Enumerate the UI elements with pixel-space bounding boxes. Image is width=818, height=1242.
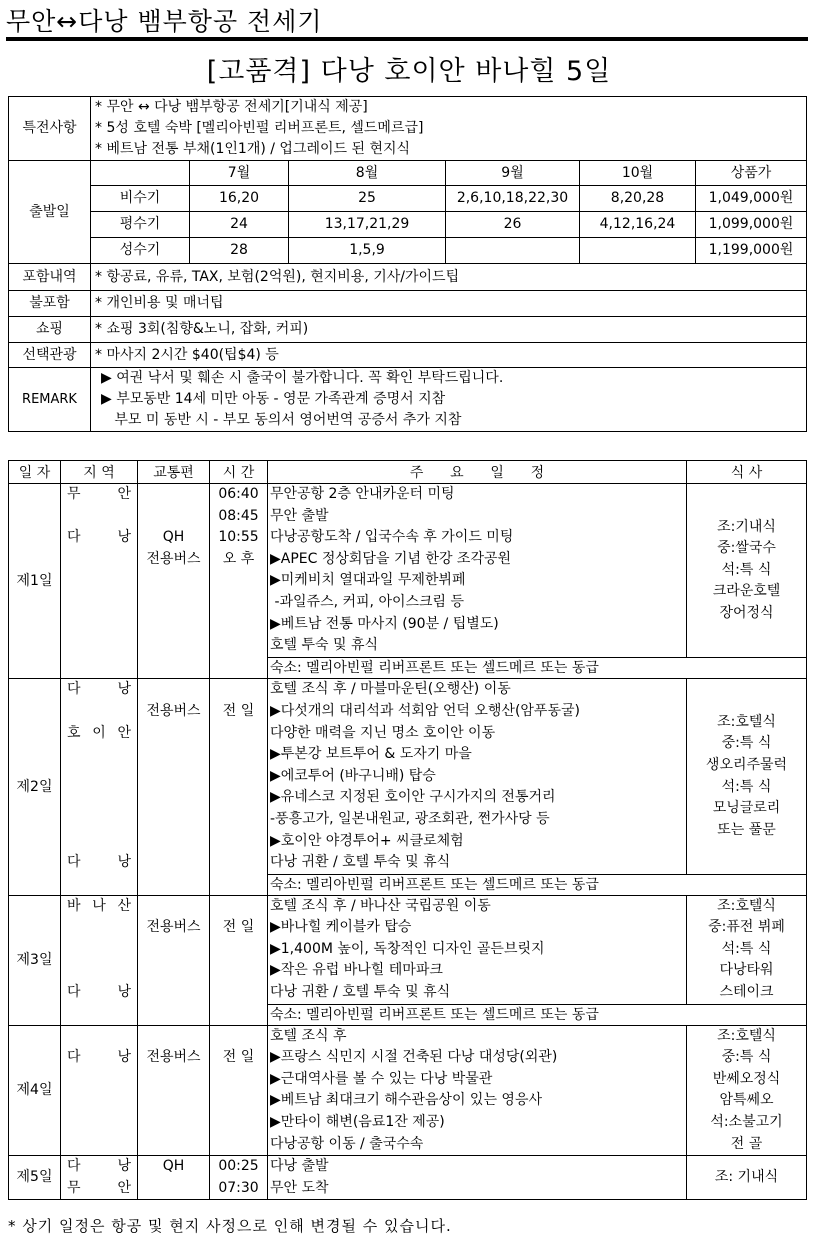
- place-char: 바: [67, 897, 81, 914]
- place-char: 산: [117, 897, 131, 914]
- plan-line: 무안공항 2층 안내카운터 미팅: [270, 486, 455, 502]
- plan-line: 호텔 조식 후: [270, 1027, 347, 1044]
- header-meal: 식 사: [687, 461, 807, 484]
- plan-line: ▶만타이 해변(음료1잔 제공): [270, 1114, 445, 1131]
- place-char: 낭: [117, 984, 131, 1001]
- place-line: [63, 635, 135, 657]
- meal-line: 석:특 식: [721, 778, 772, 795]
- header-transport: 교통편: [138, 461, 210, 484]
- transport-line: [140, 787, 207, 809]
- place-char: 안: [117, 724, 131, 741]
- included-label: 포함내역: [9, 264, 91, 291]
- transport-line: QH: [162, 1158, 185, 1175]
- transport-cell: [138, 1156, 210, 1200]
- place-char: 낭: [117, 529, 131, 546]
- place-line: [63, 960, 135, 982]
- shopping-label: 쇼핑: [9, 317, 91, 343]
- transport-line: [140, 506, 207, 528]
- plan-line: ▶작은 유럽 바나힐 테마파크: [270, 962, 443, 979]
- remark-label: REMARK: [9, 368, 91, 432]
- time-cell: [210, 1025, 268, 1156]
- time-line: [212, 1069, 265, 1091]
- month-header: 7월: [190, 161, 289, 186]
- time-line: [212, 982, 265, 1004]
- transport-line: [140, 766, 207, 788]
- transport-cell: [138, 895, 210, 1025]
- plan-line: -과일쥬스, 커피, 아이스크림 등: [270, 593, 465, 610]
- place-char: 호: [67, 724, 81, 741]
- plan-line: ▶프랑스 식민지 시절 건축된 다낭 대성당(외관): [270, 1049, 558, 1066]
- month-header: 10월: [580, 161, 696, 186]
- top-title: 무안↔다낭 뱀부항공 전세기: [6, 7, 323, 36]
- time-line: [212, 679, 265, 701]
- place-char: 다: [67, 1049, 81, 1066]
- place-char: 낭: [117, 681, 131, 698]
- plan-line: 무안 출발: [270, 507, 329, 524]
- time-line: [212, 1026, 265, 1048]
- meal-line: 반쎄오정식: [712, 1070, 781, 1087]
- time-cell: [210, 484, 268, 679]
- day-row: [9, 484, 807, 658]
- time-line: [212, 1090, 265, 1112]
- transport-line: 전용버스: [146, 919, 201, 936]
- time-cell: [210, 895, 268, 1025]
- place-line: [63, 852, 135, 874]
- time-line: [212, 592, 265, 614]
- plan-line: ▶베트남 최대크기 해수관음상이 있는 영응사: [270, 1092, 542, 1109]
- time-line: [212, 896, 265, 918]
- place-char: 무: [67, 1179, 81, 1196]
- day-label: 제1일: [9, 484, 61, 679]
- day-label: 제5일: [9, 1156, 61, 1200]
- transport-line: 전용버스: [146, 1049, 201, 1066]
- transport-line: [140, 831, 207, 853]
- header-place: 지 역: [61, 461, 138, 484]
- plan-line: ▶유네스코 지정된 호이안 구시가지의 전통거리: [270, 789, 556, 806]
- time-line: 00:25: [218, 1158, 259, 1175]
- plan-cell: [268, 1156, 687, 1200]
- transport-line: 전용버스: [146, 702, 201, 719]
- place-line: [63, 549, 135, 571]
- time-line: 전 일: [222, 702, 255, 719]
- plan-line: ▶베트남 전통 마사지 (90분 / 팁별도): [270, 615, 499, 632]
- plan-line: ▶미케비치 열대과일 무제한뷔페: [270, 572, 466, 589]
- transport-line: [140, 635, 207, 657]
- transport-line: [140, 570, 207, 592]
- place-cell: [61, 484, 138, 679]
- header-day: 일 자: [9, 461, 61, 484]
- plan-line: 다양한 매력을 지닌 명소 호이안 이동: [270, 724, 496, 741]
- place-char: 낭: [117, 1049, 131, 1066]
- departure-label: 출발일: [9, 161, 91, 264]
- place-line: [63, 1112, 135, 1134]
- transport-line: [140, 723, 207, 745]
- month-header: 8월: [289, 161, 446, 186]
- place-line: [63, 982, 135, 1004]
- plan-line: ▶근대역사를 볼 수 있는 다낭 박물관: [270, 1070, 493, 1087]
- place-char: 낭: [117, 854, 131, 871]
- time-line: 06:40: [218, 486, 259, 502]
- plan-line: ▶다섯개의 대리석과 석회암 언덕 오행산(암푸동굴): [270, 702, 580, 719]
- remark-line: ▶ 여권 낙서 및 훼손 시 출국이 불가합니다. 꼭 확인 부탁드립니다.: [101, 370, 504, 386]
- meal-line: 석:소불고기: [710, 1114, 783, 1131]
- time-line: [212, 939, 265, 961]
- place-line: [63, 1069, 135, 1091]
- meal-line: 또는 풀문: [717, 821, 776, 838]
- meal-line: 중:특 식: [721, 735, 772, 752]
- place-line: [63, 1026, 135, 1048]
- meal-cell: [687, 1025, 807, 1156]
- place-line: [63, 614, 135, 636]
- included-content: * 항공료, 유류, TAX, 보험(2억원), 현지비용, 기사/가이드팁: [91, 264, 807, 291]
- plan-cell: [268, 484, 687, 658]
- meal-line: 중:퓨전 뷔페: [708, 919, 785, 936]
- place-char: 다: [67, 1158, 81, 1175]
- plan-line: 호텔 조식 후 / 마블마운틴(오행산) 이동: [270, 681, 511, 698]
- transport-line: [140, 1112, 207, 1134]
- header-time: 시 간: [210, 461, 268, 484]
- plan-cell: [268, 895, 687, 1004]
- transport-cell: [138, 484, 210, 679]
- time-line: [212, 614, 265, 636]
- info-table: [8, 96, 807, 432]
- time-line: 오 후: [222, 550, 255, 567]
- schedule-header-row: [9, 461, 807, 484]
- date-cell: 25: [289, 186, 446, 212]
- special-line: * 베트남 전통 부채(1인1개) / 업그레이드 된 현지식: [95, 141, 411, 157]
- transport-line: [140, 484, 207, 506]
- plan-line: 무안 도착: [270, 1179, 329, 1196]
- time-line: [212, 570, 265, 592]
- special-line: * 5성 호텔 숙박 [멜리아빈펄 리버프론트, 셀드메르급]: [95, 120, 424, 136]
- transport-line: [140, 614, 207, 636]
- page-title: [고품격] 다낭 호이안 바나힐 5일: [206, 56, 612, 87]
- date-cell: 2,6,10,18,22,30: [446, 186, 580, 212]
- meal-line: 중:특 식: [721, 1049, 772, 1066]
- date-cell: [580, 238, 696, 264]
- price-cell: 1,099,000원: [696, 212, 807, 238]
- transport-line: [140, 744, 207, 766]
- optional-content: * 마사지 2시간 $40(팁$4) 등: [91, 343, 807, 368]
- remark-line: 부모 미 동반 시 - 부모 동의서 영어번역 공증서 추가 지참: [101, 412, 462, 428]
- place-line: [63, 1134, 135, 1156]
- season-name: 비수기: [91, 186, 190, 212]
- day-row: [9, 679, 807, 874]
- time-line: [212, 960, 265, 982]
- meal-cell: [687, 484, 807, 658]
- time-cell: [210, 1156, 268, 1200]
- plan-cell: [268, 679, 687, 874]
- meal-line: 조:호텔식: [717, 713, 776, 730]
- place-line: [63, 570, 135, 592]
- transport-line: [140, 1090, 207, 1112]
- transport-line: [140, 896, 207, 918]
- time-line: [212, 766, 265, 788]
- place-char: 다: [67, 854, 81, 871]
- plan-line: ▶APEC 정상회담을 기념 한강 조각공원: [270, 550, 512, 567]
- season-name: 성수기: [91, 238, 190, 264]
- place-line: [63, 896, 135, 918]
- time-line: [212, 852, 265, 874]
- place-char: 낭: [117, 1158, 131, 1175]
- meal-line: 조: 기내식: [714, 1169, 779, 1186]
- transport-line: [140, 939, 207, 961]
- transport-line: [140, 657, 207, 679]
- price-header: 상품가: [696, 161, 807, 186]
- special-line: * 무안 ↔ 다낭 뱀부항공 전세기[기내식 제공]: [95, 99, 368, 115]
- transport-line: [140, 592, 207, 614]
- date-cell: 28: [190, 238, 289, 264]
- place-line: [63, 744, 135, 766]
- schedule-table: [8, 460, 807, 1200]
- remark-content: [91, 368, 807, 432]
- time-cell: [210, 679, 268, 895]
- transport-cell: [138, 679, 210, 895]
- place-char: 나: [92, 897, 106, 914]
- meal-line: 장어정식: [719, 605, 774, 622]
- time-line: 10:55: [218, 529, 259, 546]
- plan-line: ▶투본강 보트투어 & 도자기 마을: [270, 746, 472, 763]
- excluded-label: 불포함: [9, 291, 91, 317]
- place-char: 다: [67, 529, 81, 546]
- place-line: [63, 1156, 135, 1178]
- date-cell: 13,17,21,29: [289, 212, 446, 238]
- plan-cell: [268, 1025, 687, 1156]
- lodging-cell: 숙소: 멜리아빈펄 리버프론트 또는 셀드메르 또는 동급: [268, 1004, 807, 1025]
- lodging-cell: 숙소: 멜리아빈펄 리버프론트 또는 셀드메르 또는 동급: [268, 874, 807, 895]
- time-line: [212, 831, 265, 853]
- price-cell: 1,199,000원: [696, 238, 807, 264]
- place-cell: [61, 1156, 138, 1200]
- date-cell: [446, 238, 580, 264]
- day-label: 제4일: [9, 1025, 61, 1156]
- time-line: 07:30: [218, 1179, 259, 1196]
- time-line: [212, 1134, 265, 1156]
- meal-line: 석:특 식: [721, 561, 772, 578]
- place-line: [63, 766, 135, 788]
- time-line: [212, 723, 265, 745]
- shopping-content: * 쇼핑 3회(침향&노니, 잡화, 커피): [91, 317, 807, 343]
- transport-line: [140, 982, 207, 1004]
- place-line: [63, 939, 135, 961]
- optional-label: 선택관광: [9, 343, 91, 368]
- transport-line: [140, 809, 207, 831]
- date-cell: 16,20: [190, 186, 289, 212]
- excluded-content: * 개인비용 및 매너팁: [91, 291, 807, 317]
- plan-line: 다낭공항도착 / 입국수속 후 가이드 미팅: [270, 529, 514, 546]
- place-line: [63, 1047, 135, 1069]
- meal-line: 크라운호텔: [712, 583, 781, 600]
- plan-line: 다낭 귀환 / 호텔 투숙 및 휴식: [270, 854, 451, 871]
- transport-line: [140, 960, 207, 982]
- day-row: [9, 1025, 807, 1156]
- time-line: 전 일: [222, 1049, 255, 1066]
- price-cell: 1,049,000원: [696, 186, 807, 212]
- place-char: 이: [92, 724, 106, 741]
- time-line: [212, 744, 265, 766]
- place-line: [63, 809, 135, 831]
- special-content: [91, 97, 807, 161]
- title-rule: [6, 37, 808, 41]
- time-line: [212, 809, 265, 831]
- transport-line: [140, 852, 207, 874]
- date-cell: 8,20,28: [580, 186, 696, 212]
- season-name: 평수기: [91, 212, 190, 238]
- place-line: [63, 1178, 135, 1200]
- meal-line: 모닝글로리: [712, 800, 781, 817]
- plan-line: 다낭 귀환 / 호텔 투숙 및 휴식: [270, 984, 451, 1001]
- place-line: [63, 723, 135, 745]
- meal-cell: [687, 895, 807, 1004]
- place-line: [63, 701, 135, 723]
- remark-line: ▶ 부모동반 14세 미만 아동 - 영문 가족관계 증명서 지참: [101, 391, 446, 407]
- meal-cell: [687, 1156, 807, 1200]
- season-header-blank: [91, 161, 190, 186]
- place-char: 안: [117, 1179, 131, 1196]
- plan-line: ▶바나힐 케이블카 탑승: [270, 919, 412, 936]
- transport-line: QH: [162, 529, 185, 546]
- transport-cell: [138, 1025, 210, 1156]
- transport-line: [140, 1134, 207, 1156]
- meal-line: 조:호텔식: [717, 897, 776, 914]
- place-cell: [61, 895, 138, 1025]
- place-line: [63, 787, 135, 809]
- plan-line: 호텔 조식 후 / 바나산 국립공원 이동: [270, 897, 491, 914]
- meal-line: 조:호텔식: [717, 1027, 776, 1044]
- plan-line: 호텔 투숙 및 휴식: [270, 637, 379, 654]
- place-line: [63, 657, 135, 679]
- transport-line: 전용버스: [146, 550, 201, 567]
- day-label: 제2일: [9, 679, 61, 895]
- plan-line: ▶에코투어 (바구니배) 탑승: [270, 767, 436, 784]
- day-row: [9, 1156, 807, 1200]
- time-line: [212, 1112, 265, 1134]
- time-line: [212, 787, 265, 809]
- meal-line: 스테이크: [719, 984, 774, 1001]
- time-line: 08:45: [218, 507, 259, 524]
- time-line: 전 일: [222, 919, 255, 936]
- meal-line: 석:특 식: [721, 940, 772, 957]
- date-cell: 24: [190, 212, 289, 238]
- place-line: [63, 831, 135, 853]
- place-cell: [61, 1025, 138, 1156]
- transport-line: [140, 679, 207, 701]
- transport-line: [140, 1069, 207, 1091]
- lodging-cell: 숙소: 멜리아빈펄 리버프론트 또는 셀드메르 또는 동급: [268, 658, 807, 679]
- meal-line: 전 골: [730, 1135, 763, 1152]
- meal-line: 암특쎄오: [719, 1092, 774, 1109]
- date-cell: 26: [446, 212, 580, 238]
- place-line: [63, 592, 135, 614]
- month-header: 9월: [446, 161, 580, 186]
- plan-line: ▶1,400M 높이, 독창적인 디자인 골든브릿지: [270, 940, 545, 957]
- plan-line: -풍흥고가, 일본내원교, 광조회관, 쩐가사당 등: [270, 810, 550, 827]
- header-plan: 주 요 일 정: [268, 461, 687, 484]
- meal-line: 중:쌀국수: [717, 540, 776, 557]
- place-line: [63, 1090, 135, 1112]
- place-line: [63, 917, 135, 939]
- meal-line: 조:기내식: [717, 518, 776, 535]
- special-row: [9, 97, 807, 161]
- place-line: [63, 527, 135, 549]
- special-label: 특전사항: [9, 97, 91, 161]
- time-line: [212, 635, 265, 657]
- place-char: 다: [67, 681, 81, 698]
- place-line: [63, 679, 135, 701]
- meal-cell: [687, 679, 807, 874]
- place-char: 다: [67, 984, 81, 1001]
- plan-line: ▶호이안 야경투어+ 씨클로체험: [270, 832, 464, 849]
- meal-line: 다낭타워: [719, 962, 774, 979]
- footnote: * 상기 일정은 항공 및 현지 사정으로 인해 변경될 수 있습니다.: [8, 1217, 452, 1235]
- time-line: [212, 657, 265, 679]
- meal-line: 생오리주물럭: [705, 756, 788, 773]
- day-rows: [9, 484, 807, 1200]
- day-label: 제3일: [9, 895, 61, 1025]
- plan-line: 다낭공항 이동 / 출국수속: [270, 1135, 424, 1152]
- place-cell: [61, 679, 138, 895]
- transport-line: [140, 1178, 207, 1200]
- place-char: 무: [67, 486, 81, 502]
- place-char: 안: [117, 486, 131, 502]
- date-cell: 1,5,9: [289, 238, 446, 264]
- plan-line: 다낭 출발: [270, 1158, 329, 1175]
- place-line: [63, 484, 135, 506]
- day-row: [9, 895, 807, 1004]
- date-cell: 4,12,16,24: [580, 212, 696, 238]
- transport-line: [140, 1026, 207, 1048]
- place-line: [63, 506, 135, 528]
